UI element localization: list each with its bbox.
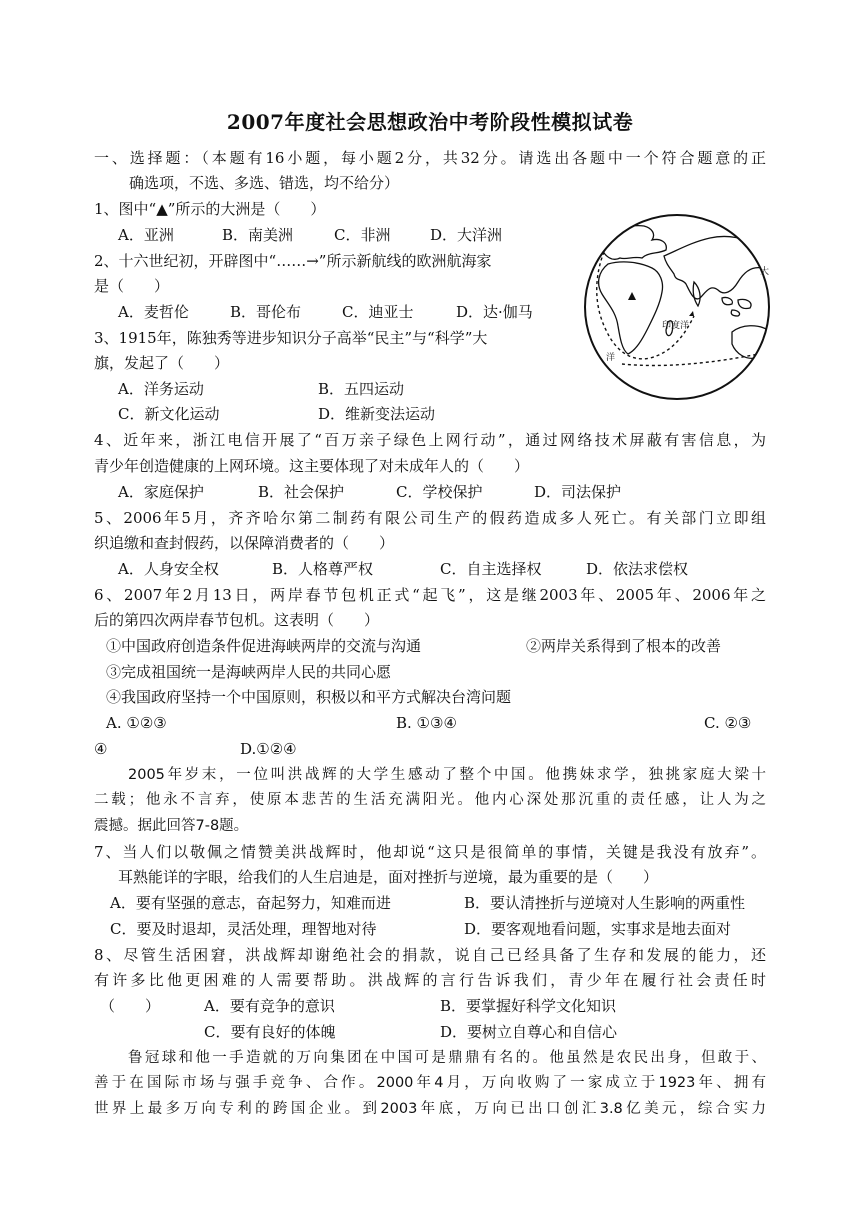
q6-option-c-cont: ④ (94, 740, 108, 758)
q6-option-b: B. ①③④ (396, 714, 457, 732)
section-heading-line1: 一、选择题：（本题有16小题，每小题2分，共32分。请选出各题中一个符合题意的正 (94, 149, 766, 167)
q7-option-c: C．要及时退却，灵活处理，理智地对待 (110, 920, 377, 938)
q8-option-b: B．要掌握好科学文化知识 (440, 997, 617, 1015)
q6-statement-2: ②两岸关系得到了根本的改善 (526, 637, 722, 655)
q3-option-d: D．维新变法运动 (318, 405, 436, 423)
map-label-yang: 洋 (606, 353, 616, 363)
q1-option-b: B．南美洲 (222, 226, 294, 244)
q1-option-c: C．非洲 (334, 226, 391, 244)
q2-stem-line1: 2、十六世纪初，开辟图中“……→”所示新航线的欧洲航海家 (94, 252, 492, 270)
q6-option-d: D.①②④ (240, 740, 297, 758)
q3-stem-line1: 3、1915年，陈独秀等进步知识分子高举“民主”与“科学”大 (94, 329, 488, 347)
q4-option-b: B．社会保护 (258, 483, 345, 501)
passage1-line1: 2005年岁末，一位叫洪战辉的大学生感动了整个中国。他携妹求学，独挑家庭大梁十 (128, 767, 766, 783)
passage1-line3: 震撼。据此回答7-8题。 (94, 818, 249, 834)
passage2-line3: 世界上最多万向专利的跨国企业。到2003年底，万向已出口创汇3.8亿美元，综合实力 (94, 1101, 766, 1117)
q6-statement-3: ③完成祖国统一是海峡两岸人民的共同心愿 (106, 663, 392, 681)
q5-stem-line1: 5、2006年5月，齐齐哈尔第二制药有限公司生产的假药造成多人死亡。有关部门立即组 (94, 509, 766, 527)
q7-option-d: D．要客观地看问题，实事求是地去面对 (464, 920, 732, 938)
q8-answer-paren: （ ） (100, 997, 161, 1015)
q4-option-a: A．家庭保护 (118, 483, 204, 501)
q6-statement-4: ④我国政府坚持一个中国原则，积极以和平方式解决台湾问题 (106, 688, 512, 706)
q2-option-c: C．迪亚士 (342, 303, 414, 321)
q2-stem-line2: 是（ ） (94, 277, 170, 295)
q5-option-c: C．自主选择权 (440, 560, 542, 578)
q3-option-c: C．新文化运动 (118, 405, 220, 423)
q5-option-a: A．人身安全权 (118, 560, 219, 578)
q2-option-d: D．达·伽马 (456, 303, 533, 321)
q4-stem-line1: 4、近年来，浙江电信开展了“百万亲子绿色上网行动”，通过网络技术屏蔽有害信息，为 (94, 431, 766, 449)
q8-option-d: D．要树立自尊心和自信心 (440, 1023, 618, 1041)
q8-option-a: A．要有竞争的意识 (204, 997, 335, 1015)
q6-statement-1: ①中国政府创造条件促进海峡两岸的交流与沟通 (106, 637, 422, 655)
map-label-da: 大 (760, 267, 770, 277)
q5-option-b: B．人格尊严权 (272, 560, 374, 578)
passage2-line2: 善于在国际市场与强手竞争、合作。2000年4月，万向收购了一家成立于1923年、拥有 (94, 1075, 766, 1091)
map-label-indian-ocean: 印度洋 (662, 321, 690, 331)
q7-option-b: B．要认清挫折与逆境对人生影响的两重性 (464, 894, 746, 912)
q2-option-b: B．哥伦布 (230, 303, 302, 321)
section-heading-line2: 确选项，不选、多选、错选，均不给分） (129, 174, 400, 192)
q6-stem-line1: 6、2007年2月13日，两岸春节包机正式“起飞”，这是继2003年、2005年、2006年之 (94, 586, 766, 604)
q8-stem-line2: 有许多比他更困难的人需要帮助。洪战辉的言行告诉我们，青少年在履行社会责任时 (94, 971, 766, 989)
q7-option-a: A．要有坚强的意志，奋起努力，知难而进 (110, 894, 391, 912)
q7-stem-line2: 耳熟能详的字眼，给我们的人生启迪是，面对挫折与逆境，最为重要的是（ ） (118, 868, 659, 886)
page-title: 2007年度社会思想政治中考阶段性模拟试卷 (226, 110, 634, 134)
q1-option-a: A．亚洲 (118, 226, 174, 244)
q5-stem-line2: 织追缴和查封假药，以保障消费者的（ ） (94, 534, 395, 552)
passage1-line2: 二载；他永不言弃，使原本悲苦的生活充满阳光。他内心深处那沉重的责任感，让人为之 (94, 792, 766, 808)
q4-option-c: C．学校保护 (396, 483, 483, 501)
q8-stem-line1: 8、尽管生活困窘，洪战辉却谢绝社会的捐款，说自己已经具备了生存和发展的能力，还 (94, 946, 766, 964)
q1-stem: 1、图中“▲”所示的大洲是（ ） (94, 200, 326, 218)
passage2-line1: 鲁冠球和他一手造就的万向集团在中国可是鼎鼎有名的。他虽然是农民出身，但敢于、 (128, 1050, 766, 1066)
q3-stem-line2: 旗，发起了（ ） (94, 354, 230, 372)
q5-option-d: D．依法求偿权 (586, 560, 689, 578)
world-map-figure (582, 212, 772, 402)
q7-stem-line1: 7、当人们以敬佩之情赞美洪战辉时，他却说“这只是很简单的事情，关键是我没有放弃”。 (94, 843, 766, 861)
q8-option-c: C．要有良好的体魄 (204, 1023, 336, 1041)
q6-option-a: A. ①②③ (106, 714, 167, 732)
q6-stem-line2: 后的第四次两岸春节包机。这表明（ ） (94, 611, 380, 629)
q1-option-d: D．大洋洲 (430, 226, 503, 244)
q3-option-a: A．洋务运动 (118, 380, 204, 398)
q3-option-b: B．五四运动 (318, 380, 405, 398)
q6-option-c: C. ②③ (704, 714, 752, 732)
q4-stem-line2: 青少年创造健康的上网环境。这主要体现了对未成年人的（ ） (94, 457, 530, 475)
q2-option-a: A．麦哲伦 (118, 303, 189, 321)
q4-option-d: D．司法保护 (534, 483, 622, 501)
